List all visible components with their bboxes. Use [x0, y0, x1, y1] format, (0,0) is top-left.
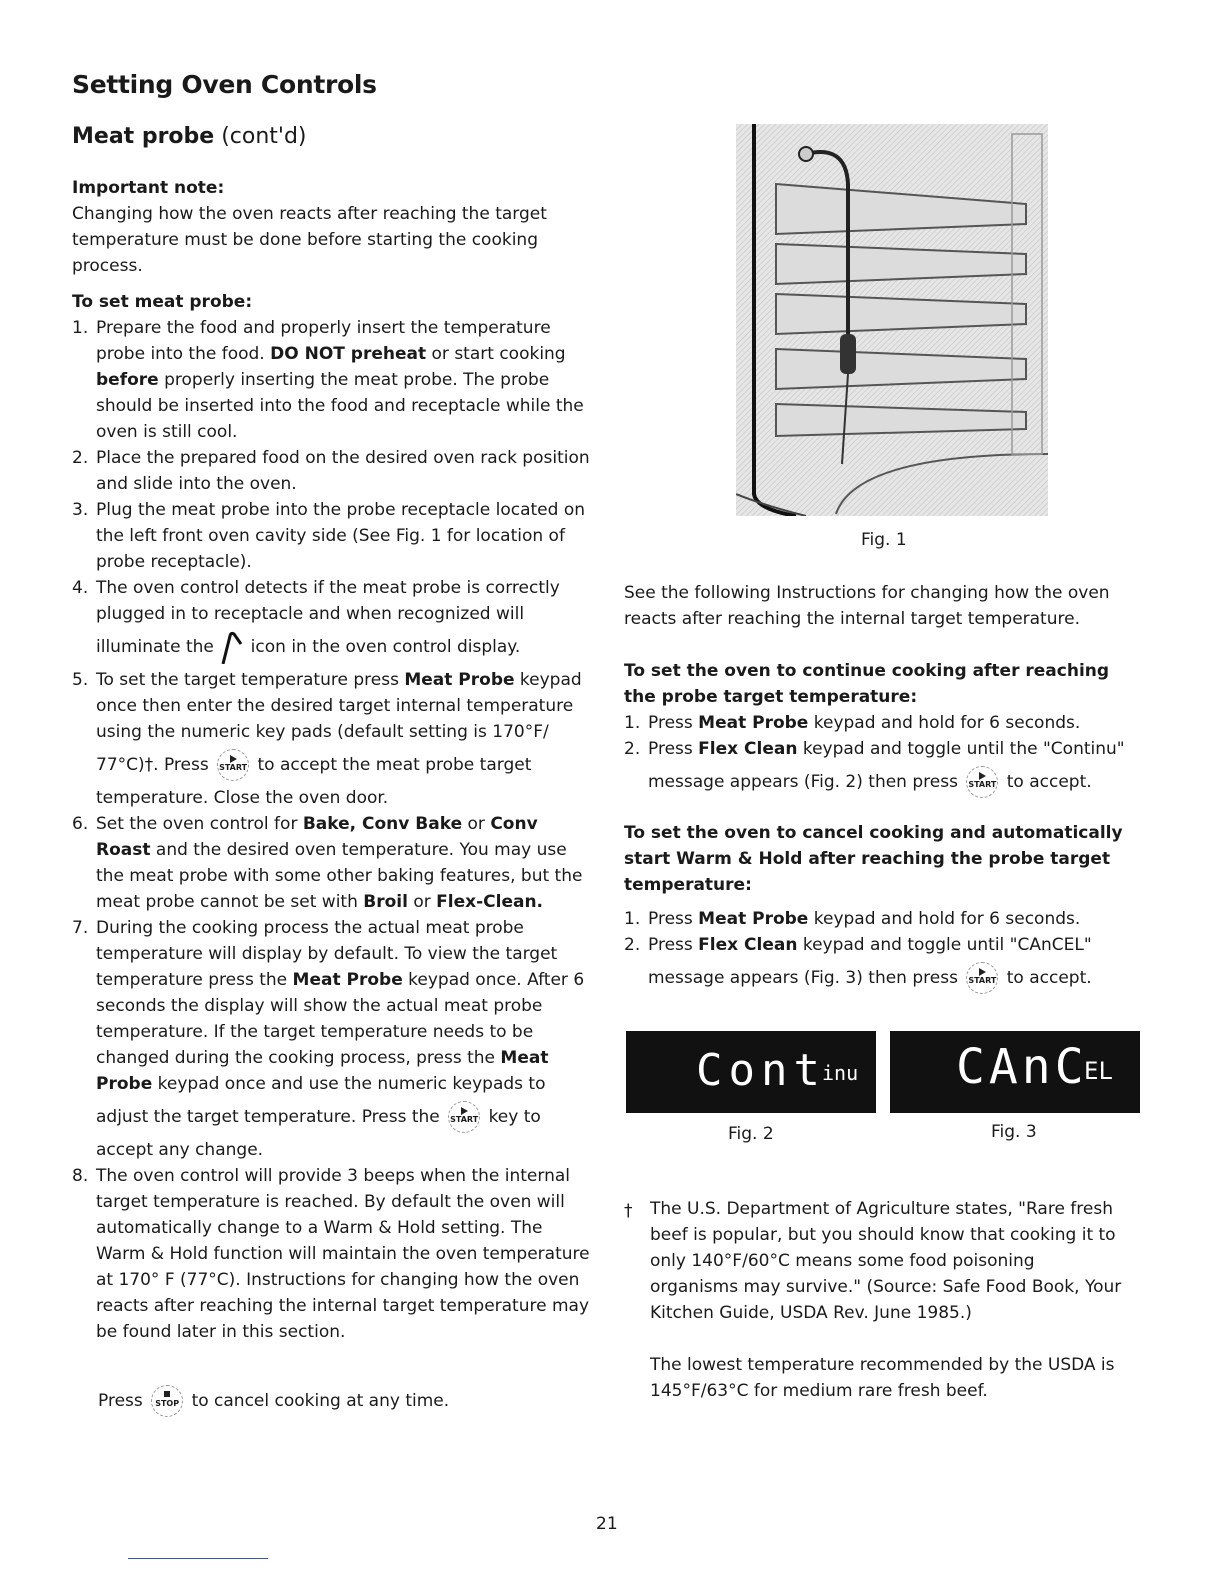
- step-1: 1. Prepare the food and properly insert the temperature probe into the food. DO NOT preheat or start cooking before properly inserting the meat probe. The probe should be inserted into the food and receptacle while the oven is still cool.: [72, 318, 584, 442]
- fig3-display: [890, 1031, 1140, 1113]
- oven-cavity-figure: [736, 124, 1048, 516]
- continue-step-1: 1. Press Meat Probe keypad and hold for 6 seconds.: [624, 713, 1081, 733]
- continue-steps: [624, 710, 1144, 802]
- fig3-label: Fig. 3: [991, 1122, 1037, 1142]
- stop-button-icon: STOP: [151, 1385, 183, 1417]
- probe-icon: [219, 630, 245, 664]
- cancel-heading: To set the oven to cancel cooking and automatically start Warm & Hold after reaching the probe target temperature:: [624, 823, 1123, 895]
- fig2-display-small: inu: [822, 1061, 859, 1085]
- page-title: Setting Oven Controls: [72, 70, 377, 99]
- section-title: [72, 124, 307, 149]
- important-note-text: Changing how the oven reacts after reaching the target temperature must be done before starting the cooking process.: [72, 204, 547, 276]
- cancel-step-2: 2. Press Flex Clean keypad and toggle until "CAnCEL" message appears (Fig. 3) then press START to accept.: [624, 932, 1144, 998]
- footnote: [624, 1196, 1124, 1404]
- fig1-label: Fig. 1: [861, 530, 907, 550]
- page-number: 21: [596, 1514, 618, 1534]
- important-note-heading: Important note:: [72, 178, 225, 198]
- step-7: 7. During the cooking process the actual meat probe temperature will display by default. To view the target temperature press the Meat Probe keypad once. After 6 seconds the display will show the actual meat probe temperature. If the target temperature needs to be changed during the cooking process, press the Meat Probe keypad once and use the numeric keypads to adjust the target temperature. Press the START key to accept any change.: [72, 918, 585, 1160]
- footnote-text-2: The lowest temperature recommended by the USDA is 145°F/63°C for medium rare fresh beef.: [650, 1355, 1115, 1401]
- cancel-step-1: 1. Press Meat Probe keypad and hold for 6 seconds.: [624, 909, 1081, 929]
- step-6: 6. Set the oven control for Bake, Conv Bake or Conv Roast and the desired oven temperature. You may use the meat probe with some other baking features, but the meat probe cannot be set with Broil or Flex-Clean.: [72, 814, 583, 912]
- start-button-icon: START: [966, 962, 998, 994]
- set-probe-heading: To set meat probe:: [72, 292, 253, 312]
- probe-steps: [72, 315, 592, 1345]
- fig2-display-big: Cont: [696, 1045, 826, 1096]
- step-8: 8. The oven control will provide 3 beeps when the internal target temperature is reached. By default the oven will automatically change to a Warm & Hold setting. The Warm & Hold function will maintain the oven temperature at 170° F (77°C). Instructions for changing how the oven reacts after reaching the internal target temperature may be found later in this section.: [72, 1166, 590, 1342]
- fig2-label: Fig. 2: [728, 1124, 774, 1144]
- start-button-icon: START: [448, 1101, 480, 1133]
- continue-heading: To set the oven to continue cooking after reaching the probe target temperature:: [624, 661, 1110, 707]
- section-title-rest: (cont'd): [214, 124, 307, 149]
- fig2-display: [626, 1031, 876, 1113]
- footer-rule: [128, 1558, 268, 1559]
- cancel-line: Press STOP to cancel cooking at any time.: [72, 1381, 592, 1421]
- step-3: 3. Plug the meat probe into the probe receptacle located on the left front oven cavity side (See Fig. 1 for location of probe receptacle).: [72, 500, 586, 572]
- fig3-display-big: CAnC: [956, 1039, 1088, 1095]
- step-5: 5. To set the target temperature press Meat Probe keypad once then enter the desired target internal temperature using the numeric key pads (default setting is 170°F/ 77°C)†. Press START to accept the meat probe target temperature. Close the oven door.: [72, 670, 582, 808]
- cancel-steps: [624, 906, 1144, 998]
- left-column: [72, 175, 592, 1421]
- fig3-display-small: EL: [1084, 1057, 1113, 1085]
- section-title-bold: Meat probe: [72, 124, 215, 149]
- footnote-text: The U.S. Department of Agriculture states, "Rare fresh beef is popular, but you should know that cooking it to only 140°F/60°C means some food poisoning organisms may survive." (Source: Safe Food Book, Your Kitchen Guide, USDA Rev. June 1985.): [650, 1199, 1122, 1323]
- step-4: 4. The oven control detects if the meat probe is correctly plugged in to receptacle and when recognized will illuminate the icon in the oven control display.: [72, 575, 592, 667]
- step-2: 2. Place the prepared food on the desired oven rack position and slide into the oven.: [72, 448, 590, 494]
- start-button-icon: START: [966, 766, 998, 798]
- start-button-icon: START: [217, 749, 249, 781]
- continue-step-2: 2. Press Flex Clean keypad and toggle until the "Continu" message appears (Fig. 2) then press START to accept.: [624, 736, 1144, 802]
- see-following-text: See the following Instructions for changing how the oven reacts after reaching the internal target temperature.: [624, 583, 1110, 629]
- right-column: [624, 580, 1144, 998]
- footnote-mark: †: [624, 1201, 633, 1221]
